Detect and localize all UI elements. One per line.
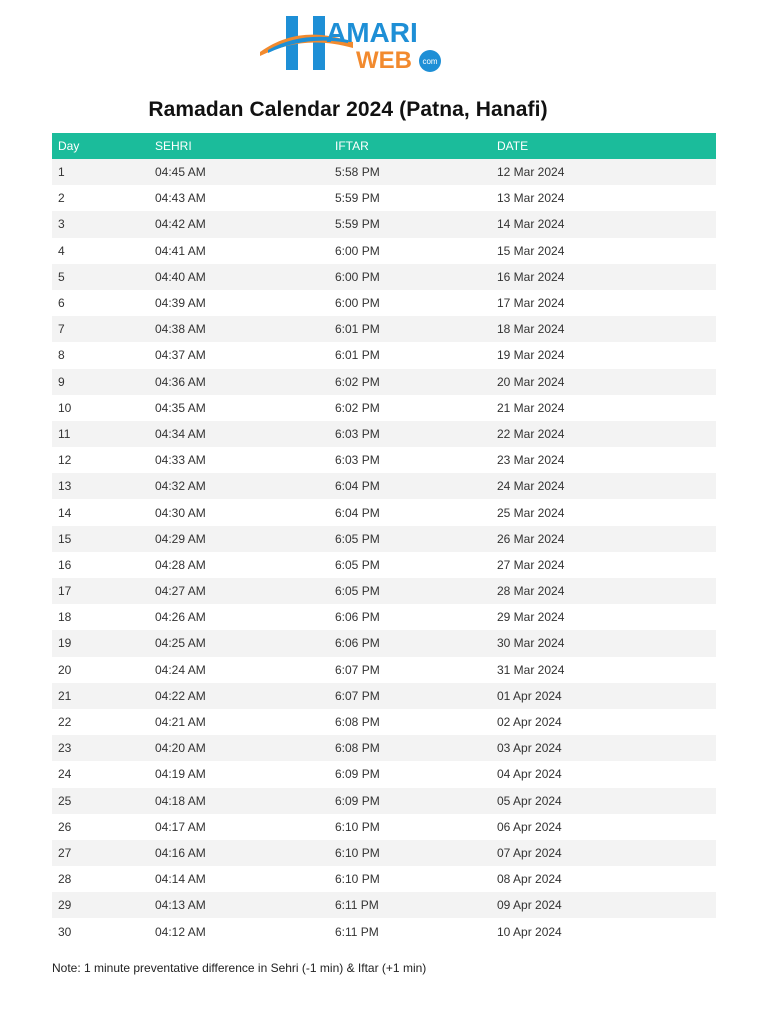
table-row	[52, 211, 716, 237]
day-cell: 17	[58, 584, 72, 599]
sehri-cell: 04:24 AM	[155, 662, 206, 677]
date-cell: 05 Apr 2024	[497, 793, 562, 808]
date-cell: 18 Mar 2024	[497, 322, 565, 337]
date-cell: 19 Mar 2024	[497, 348, 565, 363]
table-row	[52, 316, 716, 342]
column-header-iftar: IFTAR	[335, 139, 369, 153]
date-cell: 30 Mar 2024	[497, 636, 565, 651]
page-title: Ramadan Calendar 2024 (Patna, Hanafi)	[148, 98, 548, 121]
table-row	[52, 185, 716, 211]
iftar-cell: 5:58 PM	[335, 165, 380, 180]
date-cell: 10 Apr 2024	[497, 924, 562, 939]
day-cell: 27	[58, 845, 72, 860]
day-cell: 14	[58, 505, 72, 520]
table-row	[52, 814, 716, 840]
date-cell: 27 Mar 2024	[497, 557, 565, 572]
date-cell: 07 Apr 2024	[497, 845, 562, 860]
sehri-cell: 04:18 AM	[155, 793, 206, 808]
sehri-cell: 04:13 AM	[155, 898, 206, 913]
table-row	[52, 630, 716, 656]
day-cell: 12	[58, 453, 72, 468]
sehri-cell: 04:32 AM	[155, 479, 206, 494]
table-row	[52, 395, 716, 421]
date-cell: 13 Mar 2024	[497, 191, 565, 206]
day-cell: 21	[58, 688, 72, 703]
date-cell: 09 Apr 2024	[497, 898, 562, 913]
iftar-cell: 6:06 PM	[335, 636, 380, 651]
table-row	[52, 604, 716, 630]
day-cell: 19	[58, 636, 72, 651]
iftar-cell: 6:05 PM	[335, 584, 380, 599]
table-row	[52, 238, 716, 264]
date-cell: 29 Mar 2024	[497, 610, 565, 625]
iftar-cell: 6:05 PM	[335, 557, 380, 572]
column-header-date: DATE	[497, 139, 529, 153]
hamariweb-logo	[258, 12, 448, 76]
sehri-cell: 04:16 AM	[155, 845, 206, 860]
day-cell: 11	[58, 426, 71, 441]
date-cell: 17 Mar 2024	[497, 296, 565, 311]
day-cell: 26	[58, 819, 72, 834]
sehri-cell: 04:22 AM	[155, 688, 206, 703]
date-cell: 12 Mar 2024	[497, 165, 565, 180]
table-row	[52, 264, 716, 290]
date-cell: 02 Apr 2024	[497, 715, 562, 730]
sehri-cell: 04:40 AM	[155, 269, 206, 284]
sehri-cell: 04:42 AM	[155, 217, 206, 232]
iftar-cell: 6:09 PM	[335, 793, 380, 808]
column-header-sehri: SEHRI	[155, 139, 192, 153]
table-row	[52, 788, 716, 814]
day-cell: 6	[58, 296, 65, 311]
day-cell: 20	[58, 662, 72, 677]
sehri-cell: 04:14 AM	[155, 872, 206, 887]
date-cell: 26 Mar 2024	[497, 531, 565, 546]
day-cell: 10	[58, 400, 72, 415]
day-cell: 1	[58, 165, 65, 180]
sehri-cell: 04:45 AM	[155, 165, 206, 180]
iftar-cell: 6:10 PM	[335, 845, 380, 860]
logo-h-right	[313, 16, 325, 70]
iftar-cell: 6:11 PM	[335, 898, 379, 913]
table-row	[52, 735, 716, 761]
iftar-cell: 6:01 PM	[335, 348, 380, 363]
logo-text-bottom: WEB	[356, 47, 412, 74]
sehri-cell: 04:36 AM	[155, 374, 206, 389]
date-cell: 04 Apr 2024	[497, 767, 562, 782]
table-row	[52, 290, 716, 316]
iftar-cell: 6:11 PM	[335, 924, 379, 939]
date-cell: 03 Apr 2024	[497, 741, 562, 756]
table-row	[52, 447, 716, 473]
day-cell: 30	[58, 924, 72, 939]
date-cell: 25 Mar 2024	[497, 505, 565, 520]
day-cell: 24	[58, 767, 72, 782]
table-row	[52, 709, 716, 735]
day-cell: 29	[58, 898, 72, 913]
date-cell: 15 Mar 2024	[497, 243, 565, 258]
iftar-cell: 6:05 PM	[335, 531, 380, 546]
iftar-cell: 6:08 PM	[335, 741, 380, 756]
date-cell: 21 Mar 2024	[497, 400, 565, 415]
day-cell: 23	[58, 741, 72, 756]
table-row	[52, 552, 716, 578]
table-row	[52, 840, 716, 866]
table-row	[52, 683, 716, 709]
iftar-cell: 6:03 PM	[335, 453, 380, 468]
table-row	[52, 159, 716, 185]
table-row	[52, 526, 716, 552]
date-cell: 06 Apr 2024	[497, 819, 562, 834]
column-header-day: Day	[58, 139, 80, 153]
sehri-cell: 04:41 AM	[155, 243, 206, 258]
table-row	[52, 578, 716, 604]
sehri-cell: 04:26 AM	[155, 610, 206, 625]
sehri-cell: 04:39 AM	[155, 296, 206, 311]
iftar-cell: 6:04 PM	[335, 479, 380, 494]
date-cell: 28 Mar 2024	[497, 584, 565, 599]
sehri-cell: 04:33 AM	[155, 453, 206, 468]
iftar-cell: 6:08 PM	[335, 715, 380, 730]
table-row	[52, 499, 716, 525]
sehri-cell: 04:21 AM	[155, 715, 206, 730]
iftar-cell: 6:07 PM	[335, 688, 380, 703]
sehri-cell: 04:34 AM	[155, 426, 206, 441]
sehri-cell: 04:20 AM	[155, 741, 206, 756]
iftar-cell: 5:59 PM	[335, 217, 380, 232]
day-cell: 8	[58, 348, 65, 363]
day-cell: 5	[58, 269, 65, 284]
footnote: Note: 1 minute preventative difference in Sehri (-1 min) & Iftar (+1 min)	[52, 961, 427, 975]
ramadan-calendar-table	[52, 133, 716, 945]
sehri-cell: 04:43 AM	[155, 191, 206, 206]
iftar-cell: 6:00 PM	[335, 269, 380, 284]
table-row	[52, 657, 716, 683]
day-cell: 15	[58, 531, 72, 546]
table-row	[52, 761, 716, 787]
table-row	[52, 421, 716, 447]
iftar-cell: 6:04 PM	[335, 505, 380, 520]
sehri-cell: 04:12 AM	[155, 924, 206, 939]
day-cell: 3	[58, 217, 65, 232]
day-cell: 28	[58, 872, 72, 887]
iftar-cell: 6:10 PM	[335, 819, 380, 834]
iftar-cell: 6:10 PM	[335, 872, 380, 887]
sehri-cell: 04:27 AM	[155, 584, 206, 599]
day-cell: 7	[58, 322, 65, 337]
date-cell: 08 Apr 2024	[497, 872, 562, 887]
day-cell: 4	[58, 243, 65, 258]
date-cell: 22 Mar 2024	[497, 426, 565, 441]
table-row	[52, 918, 716, 944]
date-cell: 31 Mar 2024	[497, 662, 565, 677]
sehri-cell: 04:28 AM	[155, 557, 206, 572]
iftar-cell: 6:03 PM	[335, 426, 380, 441]
date-cell: 23 Mar 2024	[497, 453, 565, 468]
sehri-cell: 04:30 AM	[155, 505, 206, 520]
date-cell: 20 Mar 2024	[497, 374, 565, 389]
table-body	[52, 159, 716, 945]
day-cell: 18	[58, 610, 72, 625]
sehri-cell: 04:19 AM	[155, 767, 206, 782]
table-row	[52, 369, 716, 395]
date-cell: 16 Mar 2024	[497, 269, 565, 284]
iftar-cell: 6:01 PM	[335, 322, 380, 337]
iftar-cell: 6:07 PM	[335, 662, 380, 677]
date-cell: 14 Mar 2024	[497, 217, 565, 232]
table-row	[52, 892, 716, 918]
sehri-cell: 04:35 AM	[155, 400, 206, 415]
date-cell: 24 Mar 2024	[497, 479, 565, 494]
iftar-cell: 6:02 PM	[335, 400, 380, 415]
day-cell: 9	[58, 374, 65, 389]
date-cell: 01 Apr 2024	[497, 688, 562, 703]
day-cell: 25	[58, 793, 72, 808]
table-row	[52, 473, 716, 499]
iftar-cell: 6:02 PM	[335, 374, 380, 389]
logo-text-top: AMARI	[326, 17, 418, 48]
table-row	[52, 866, 716, 892]
table-header-row	[52, 133, 716, 159]
sehri-cell: 04:38 AM	[155, 322, 206, 337]
day-cell: 22	[58, 715, 72, 730]
iftar-cell: 6:00 PM	[335, 243, 380, 258]
day-cell: 13	[58, 479, 72, 494]
sehri-cell: 04:25 AM	[155, 636, 206, 651]
day-cell: 16	[58, 557, 72, 572]
iftar-cell: 6:09 PM	[335, 767, 380, 782]
sehri-cell: 04:37 AM	[155, 348, 206, 363]
iftar-cell: 6:06 PM	[335, 610, 380, 625]
iftar-cell: 5:59 PM	[335, 191, 380, 206]
day-cell: 2	[58, 191, 65, 206]
iftar-cell: 6:00 PM	[335, 296, 380, 311]
sehri-cell: 04:29 AM	[155, 531, 206, 546]
table-row	[52, 342, 716, 368]
logo-badge: com	[422, 57, 438, 66]
sehri-cell: 04:17 AM	[155, 819, 206, 834]
